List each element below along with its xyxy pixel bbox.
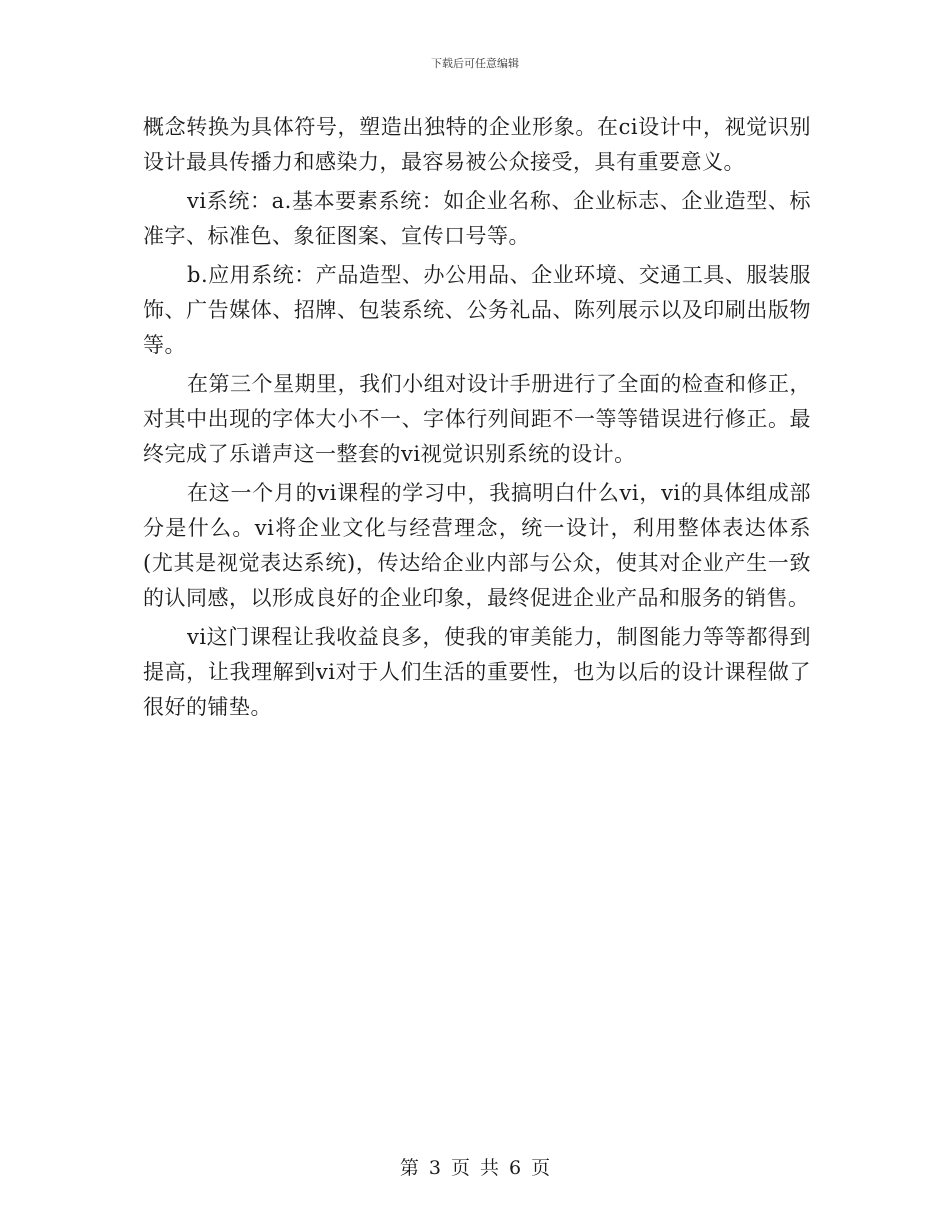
page-header-note: 下载后可任意编辑	[431, 57, 519, 70]
document-body	[143, 110, 811, 729]
paragraph-third-week: 在第三个星期里，我们小组对设计手册进行了全面的检查和修正，对其中出现的字体大小不一、字体行列间距不一等等错误进行修正。最终完成了乐谱声这一整套的vi视觉识别系统的设计。	[143, 372, 811, 466]
paragraph-continuation: 概念转换为具体符号，塑造出独特的企业形象。在ci设计中，视觉识别设计最具传播力和感染力，最容易被公众接受，具有重要意义。	[143, 115, 811, 174]
paragraph-vi-application-system: b.应用系统：产品造型、办公用品、企业环境、交通工具、服装服饰、广告媒体、招牌、包装系统、公务礼品、陈列展示以及印刷出版物等。	[143, 263, 811, 357]
paragraph-vi-basic-elements: vi系统：a.基本要素系统：如企业名称、企业标志、企业造型、标准字、标准色、象征图案、宣传口号等。	[143, 189, 811, 248]
paragraph-course-learning: 在这一个月的vi课程的学习中，我搞明白什么vi，vi的具体组成部分是什么。vi将企业文化与经营理念，统一设计，利用整体表达体系(尤其是视觉表达系统)，传达给企业内部与公众，使其对企业产生一致的认同感，以形成良好的企业印象，最终促进企业产品和服务的销售。	[143, 481, 811, 610]
page-number-footer: 第 3 页 共 6 页	[399, 1157, 551, 1179]
paragraph-course-benefits: vi这门课程让我收益良多，使我的审美能力，制图能力等等都得到提高，让我理解到vi对于人们生活的重要性，也为以后的设计课程做了很好的铺垫。	[143, 625, 811, 719]
